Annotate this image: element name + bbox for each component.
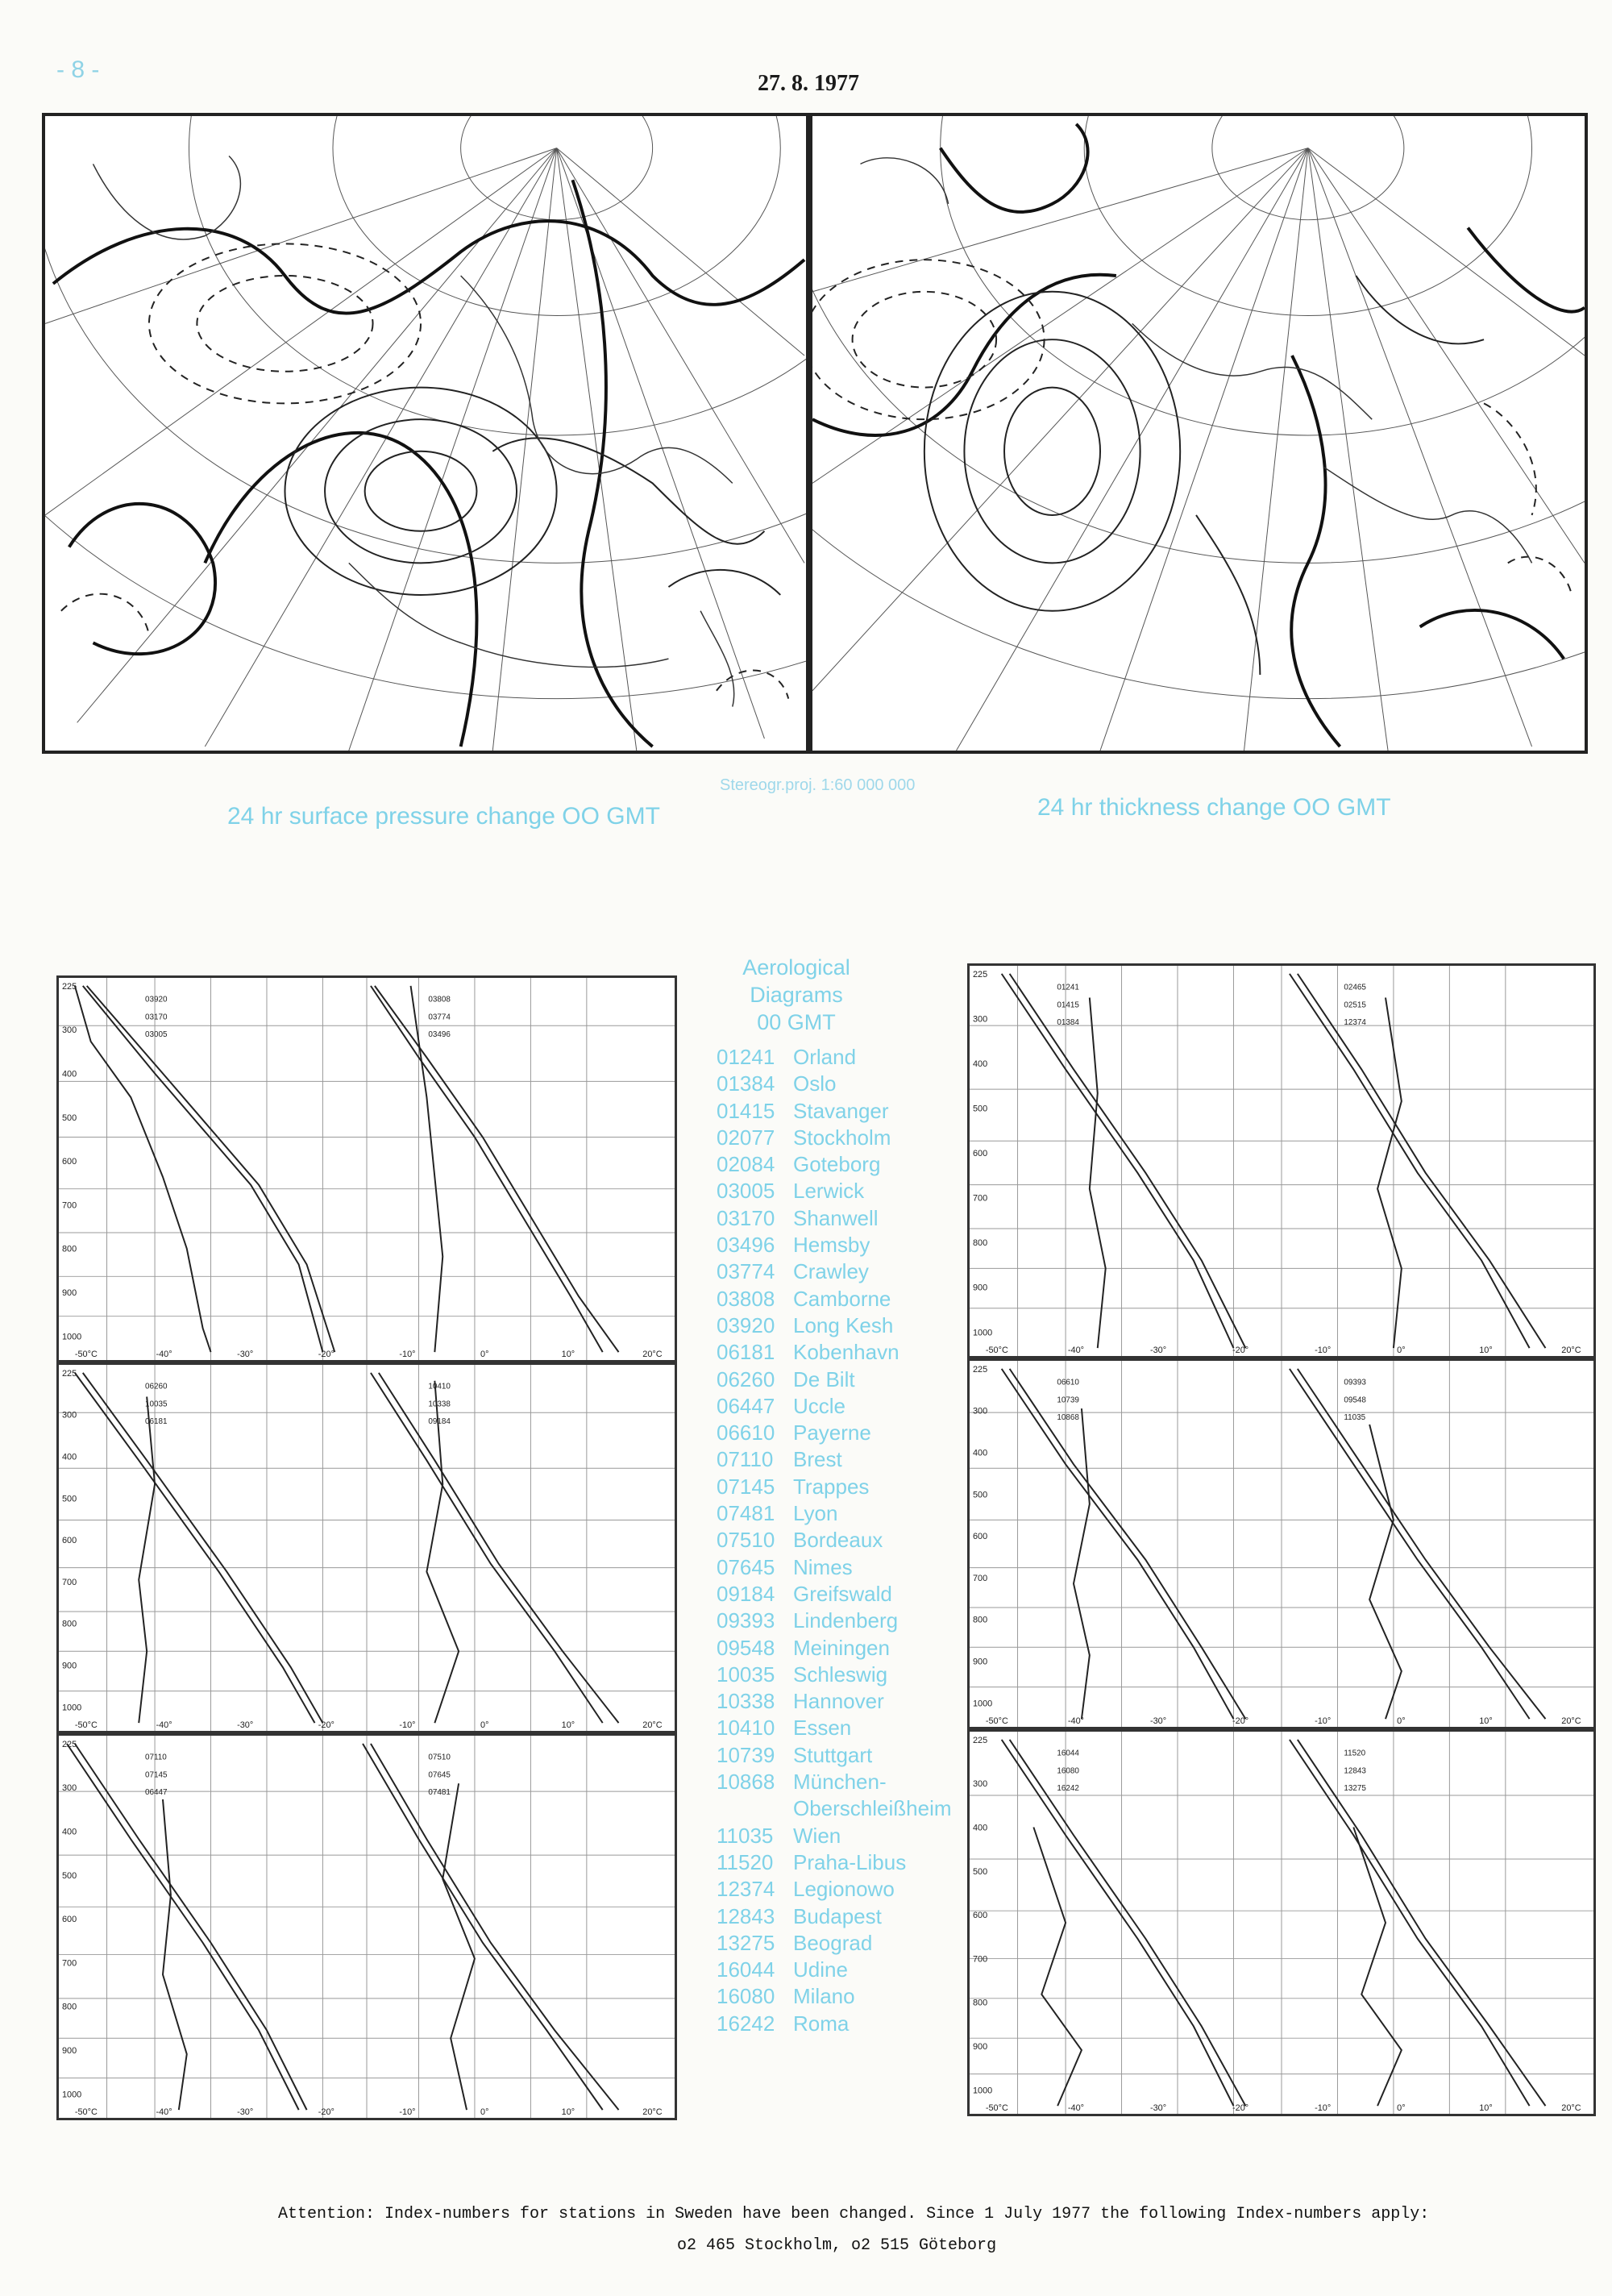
station-index-number: 01384	[717, 1071, 775, 1096]
station-name: Camborne	[793, 1286, 891, 1311]
diagram-station-label: 07145	[144, 1770, 168, 1780]
diagram-station-label: 11520	[1344, 1749, 1366, 1758]
diagram-station-label: 03808	[428, 995, 451, 1004]
footer-station-numbers: o2 465 Stockholm, o2 515 Göteborg	[677, 2236, 997, 2255]
station-name: Payerne	[793, 1420, 871, 1445]
station-name: Nimes	[793, 1554, 853, 1579]
station-row	[717, 1608, 958, 1634]
diagram-station-label: 03170	[144, 1013, 168, 1022]
station-index-number: 09548	[717, 1635, 775, 1660]
page-date: 27. 8. 1977	[758, 71, 859, 96]
diagram-station-label: 03774	[428, 1013, 451, 1022]
pressure-level-label: 800	[61, 1244, 77, 1254]
pressure-level-label: 225	[61, 981, 77, 992]
pressure-level-label: 600	[972, 1149, 988, 1159]
diagram-station-label: 03496	[428, 1030, 451, 1040]
pressure-level-label: 800	[61, 1619, 77, 1629]
temperature-tick-label: -30°	[1149, 2103, 1167, 2114]
station-row	[717, 1312, 958, 1339]
diagram-station-label: 11035	[1344, 1413, 1366, 1423]
temperature-tick-label: -10°	[399, 2107, 416, 2118]
pressure-level-label: 500	[972, 1866, 988, 1877]
pressure-level-label: 600	[61, 1536, 77, 1546]
pressure-level-label: 500	[61, 1870, 77, 1881]
station-index-number: 09184	[717, 1581, 775, 1606]
pressure-level-label: 700	[61, 1200, 77, 1211]
station-index-number: 16080	[717, 1984, 775, 2009]
station-row	[717, 1125, 958, 1151]
temperature-tick-label: 20°C	[642, 2107, 663, 2118]
station-index-number: 07481	[717, 1501, 775, 1526]
diagram-station-label: 16242	[1057, 1784, 1079, 1794]
station-row	[717, 1581, 958, 1608]
station-name: Bordeaux	[793, 1528, 883, 1553]
station-row	[717, 1258, 958, 1285]
diagram-station-label: 10739	[1057, 1395, 1079, 1405]
station-name: Legionowo	[793, 1877, 895, 1902]
station-row	[717, 1205, 958, 1232]
diagram-right-bottom-plot	[970, 1732, 1593, 2114]
station-index-number: 03774	[717, 1259, 775, 1284]
station-index-number: 03005	[717, 1179, 775, 1204]
pressure-level-label: 400	[61, 1827, 77, 1837]
pressure-level-label: 800	[972, 1998, 988, 2008]
station-name: Long Kesh	[793, 1312, 894, 1337]
station-row	[717, 1876, 958, 1903]
temperature-tick-label: 0°	[480, 1350, 489, 1360]
station-row	[717, 1688, 958, 1715]
station-name: Lindenberg	[793, 1608, 899, 1633]
temperature-tick-label: 0°	[1397, 1716, 1406, 1727]
pressure-level-label: 600	[972, 1911, 988, 1921]
temperature-tick-label: -40°	[1067, 1346, 1085, 1356]
aerological-diagram-left-bottom	[56, 1733, 677, 2120]
aerological-diagram-right-bottom	[967, 1729, 1596, 2116]
temperature-tick-label: -20°	[1232, 1346, 1249, 1356]
pressure-level-label: 900	[61, 1661, 77, 1671]
station-index-number	[717, 1795, 793, 1822]
temperature-tick-label: -40°	[1067, 1716, 1085, 1727]
footer-attention-note: Attention: Index-numbers for stations in Sweden have been changed. Since 1 July 1977 the following Index-numbers apply:	[278, 2205, 1430, 2223]
temperature-tick-label: 20°C	[1561, 1716, 1581, 1727]
station-name: Oberschleißheim	[793, 1796, 952, 1821]
station-index-number: 11520	[717, 1849, 774, 1874]
station-index-number: 10035	[717, 1662, 775, 1687]
diagram-station-label: 10868	[1057, 1413, 1079, 1423]
pressure-level-label: 225	[972, 1364, 988, 1375]
station-row	[717, 1393, 958, 1420]
station-name: Budapest	[793, 1903, 882, 1928]
station-index-number: 03170	[717, 1205, 775, 1230]
aerological-diagram-left-top	[56, 975, 677, 1362]
pressure-level-label: 600	[972, 1532, 988, 1542]
station-name: Beograd	[793, 1930, 873, 1955]
temperature-tick-label: 10°	[1479, 1346, 1493, 1356]
pressure-level-label: 600	[61, 1915, 77, 1925]
temperature-tick-label: -10°	[1315, 2103, 1332, 2114]
pressure-level-label: 1000	[972, 1699, 993, 1709]
station-row	[717, 1903, 958, 1930]
station-row	[717, 1527, 958, 1554]
station-index-number: 07110	[717, 1447, 774, 1472]
pressure-level-label: 300	[972, 1406, 988, 1416]
station-row	[717, 1474, 958, 1500]
diagram-station-label: 10338	[428, 1400, 451, 1409]
station-index-number: 03496	[717, 1233, 775, 1258]
station-index-number: 03808	[717, 1286, 775, 1311]
station-row	[717, 1098, 958, 1125]
surface-pressure-map-drawing	[45, 116, 806, 751]
aerological-diagram-left-middle	[56, 1362, 677, 1733]
pressure-level-label: 225	[61, 1739, 77, 1749]
aerological-legend-title	[708, 954, 885, 1036]
station-name: Uccle	[793, 1393, 846, 1418]
station-name: Greifswald	[793, 1581, 892, 1606]
diagram-right-middle-plot	[970, 1361, 1593, 1727]
diagram-station-label: 07481	[428, 1788, 451, 1798]
temperature-tick-label: -10°	[1315, 1346, 1332, 1356]
temperature-tick-label: 0°	[1397, 1346, 1406, 1356]
temperature-tick-label: -10°	[399, 1350, 416, 1360]
pressure-level-label: 1000	[972, 1328, 993, 1338]
station-row	[717, 2011, 958, 2037]
temperature-tick-label: -20°	[1232, 1716, 1249, 1727]
thickness-map-drawing	[812, 116, 1585, 751]
temperature-tick-label: 20°C	[1561, 2103, 1581, 2114]
diagram-station-label: 02515	[1344, 1000, 1366, 1010]
pressure-level-label: 500	[61, 1113, 77, 1123]
station-row	[717, 1446, 958, 1473]
diagram-left-top-plot	[59, 978, 675, 1360]
diagram-station-label: 10035	[144, 1400, 168, 1409]
station-index-number: 03920	[717, 1312, 775, 1337]
surface-pressure-caption: 24 hr surface pressure change OO GMT	[227, 803, 660, 830]
station-name: Stockholm	[793, 1125, 891, 1150]
temperature-tick-label: 0°	[480, 2107, 489, 2118]
temperature-tick-label: 20°C	[1561, 1346, 1581, 1356]
station-name: Lyon	[793, 1501, 838, 1526]
diagram-station-label: 09393	[1344, 1378, 1366, 1387]
temperature-tick-label: -30°	[1149, 1346, 1167, 1356]
station-name: Oslo	[793, 1071, 837, 1096]
temperature-tick-label: 10°	[561, 1350, 575, 1360]
pressure-level-label: 500	[61, 1494, 77, 1504]
pressure-level-label: 300	[61, 1410, 77, 1420]
station-name: Stuttgart	[793, 1742, 873, 1767]
station-index-number: 12374	[717, 1877, 775, 1902]
diagram-station-label: 01415	[1057, 1000, 1079, 1010]
station-row	[717, 1635, 958, 1662]
station-name: Orland	[793, 1045, 857, 1069]
diagram-station-label: 07110	[144, 1753, 167, 1762]
station-row	[717, 1742, 958, 1769]
station-index-number: 07510	[717, 1528, 775, 1553]
temperature-tick-label: 10°	[1479, 2103, 1493, 2114]
pressure-level-label: 700	[972, 1954, 988, 1965]
station-name: Wien	[793, 1823, 841, 1848]
pressure-level-label: 400	[61, 1069, 77, 1079]
station-index-number: 06447	[717, 1393, 775, 1418]
pressure-level-label: 800	[972, 1238, 988, 1249]
diagram-station-label: 09184	[428, 1417, 451, 1427]
pressure-level-label: 400	[972, 1448, 988, 1458]
pressure-level-label: 900	[972, 2042, 988, 2053]
temperature-tick-label: -20°	[1232, 2103, 1249, 2114]
station-row	[717, 1339, 958, 1366]
temperature-tick-label: -50°C	[74, 2107, 98, 2118]
diagram-left-bottom-plot	[59, 1736, 675, 2118]
station-name: Udine	[793, 1957, 848, 1982]
temperature-tick-label: 20°C	[642, 1720, 663, 1731]
pressure-level-label: 400	[972, 1823, 988, 1833]
page-number: - 8 -	[56, 56, 100, 83]
diagram-station-label: 03005	[144, 1030, 168, 1040]
thickness-caption: 24 hr thickness change OO GMT	[1037, 794, 1391, 821]
station-row	[717, 1178, 958, 1204]
station-row	[717, 1983, 958, 2010]
station-name: München-	[793, 1770, 887, 1795]
temperature-tick-label: -30°	[237, 1350, 254, 1360]
station-index-number: 07145	[717, 1474, 775, 1499]
temperature-tick-label: -50°C	[985, 1716, 1008, 1727]
station-index-number: 10338	[717, 1689, 775, 1714]
diagram-station-label: 06610	[1057, 1378, 1079, 1387]
station-row	[717, 1500, 958, 1527]
diagram-station-label: 10410	[428, 1382, 451, 1391]
station-list	[717, 1044, 958, 2037]
diagram-station-label: 12843	[1344, 1766, 1366, 1776]
station-row	[717, 1715, 958, 1741]
projection-caption: Stereogr.proj. 1:60 000 000	[720, 776, 916, 794]
station-index-number: 02077	[717, 1125, 775, 1150]
temperature-tick-label: -20°	[318, 1720, 334, 1731]
pressure-level-label: 400	[61, 1452, 77, 1462]
pressure-level-label: 225	[61, 1368, 77, 1379]
station-index-number: 07645	[717, 1554, 775, 1579]
station-row	[717, 1286, 958, 1312]
diagram-station-label: 06181	[144, 1417, 168, 1427]
station-index-number: 01241	[717, 1045, 775, 1069]
diagram-station-label: 06447	[144, 1788, 168, 1798]
station-index-number: 01415	[717, 1098, 775, 1123]
temperature-tick-label: -40°	[156, 1720, 172, 1731]
pressure-level-label: 700	[972, 1573, 988, 1583]
pressure-level-label: 300	[972, 1014, 988, 1025]
temperature-tick-label: -40°	[156, 1350, 172, 1360]
temperature-tick-label: 0°	[1397, 2103, 1406, 2114]
pressure-level-label: 1000	[972, 2086, 993, 2096]
station-name: Trappes	[793, 1474, 870, 1499]
pressure-level-label: 900	[972, 1657, 988, 1667]
temperature-tick-label: -30°	[1149, 1716, 1167, 1727]
station-index-number: 16242	[717, 2011, 775, 2036]
station-name: Kobenhavn	[793, 1340, 899, 1365]
station-name: De Bilt	[793, 1366, 855, 1391]
pressure-level-label: 600	[61, 1157, 77, 1167]
temperature-tick-label: -20°	[318, 2107, 334, 2118]
station-row	[717, 1769, 958, 1795]
pressure-level-label: 300	[61, 1025, 77, 1036]
station-name: Brest	[793, 1447, 842, 1472]
station-name: Milano	[793, 1984, 855, 2009]
station-row	[717, 1232, 958, 1258]
station-name: Schleswig	[793, 1662, 888, 1687]
diagram-station-label: 01384	[1057, 1018, 1079, 1028]
diagram-station-label: 12374	[1344, 1018, 1366, 1028]
pressure-level-label: 900	[972, 1283, 988, 1293]
thickness-change-map	[809, 113, 1588, 754]
station-name: Goteborg	[793, 1152, 881, 1177]
station-index-number: 09393	[717, 1608, 775, 1633]
temperature-tick-label: -50°C	[74, 1350, 98, 1360]
pressure-level-label: 900	[61, 2046, 77, 2057]
diagram-right-top-plot	[970, 966, 1593, 1356]
station-row	[717, 1366, 958, 1393]
station-index-number: 10868	[717, 1770, 775, 1795]
station-row	[717, 1662, 958, 1688]
station-index-number: 11035	[717, 1823, 774, 1848]
temperature-tick-label: -40°	[1067, 2103, 1085, 2114]
diagram-station-label: 07510	[428, 1753, 451, 1762]
station-index-number: 06260	[717, 1366, 775, 1391]
pressure-level-label: 300	[61, 1783, 77, 1794]
station-row	[717, 1930, 958, 1957]
station-index-number: 10410	[717, 1716, 775, 1741]
station-index-number: 13275	[717, 1930, 775, 1955]
station-row	[717, 1849, 958, 1876]
aerological-diagram-right-middle	[967, 1358, 1596, 1729]
pressure-level-label: 900	[61, 1288, 77, 1299]
pressure-level-label: 1000	[61, 2090, 82, 2100]
diagram-station-label: 07645	[428, 1770, 451, 1780]
pressure-level-label: 700	[61, 1577, 77, 1587]
diagram-station-label: 03920	[144, 995, 168, 1004]
diagram-left-middle-plot	[59, 1365, 675, 1731]
station-name: Hemsby	[793, 1233, 870, 1258]
station-name: Essen	[793, 1716, 852, 1741]
station-row	[717, 1795, 958, 1822]
pressure-level-label: 800	[61, 2002, 77, 2012]
station-name: Roma	[793, 2011, 850, 2036]
temperature-tick-label: 0°	[480, 1720, 489, 1731]
temperature-tick-label: -30°	[237, 2107, 254, 2118]
legend-title-line: Aerological	[742, 955, 850, 980]
pressure-level-label: 225	[972, 1735, 988, 1745]
station-row	[717, 1823, 958, 1849]
temperature-tick-label: 10°	[561, 1720, 575, 1731]
pressure-level-label: 1000	[61, 1703, 82, 1713]
temperature-tick-label: -20°	[318, 1350, 334, 1360]
diagram-station-label: 09548	[1344, 1395, 1366, 1405]
surface-pressure-change-map	[42, 113, 809, 754]
diagram-station-label: 06260	[144, 1382, 168, 1391]
station-row	[717, 1420, 958, 1446]
station-name: Lerwick	[793, 1179, 865, 1204]
station-name: Praha-Libus	[793, 1849, 907, 1874]
temperature-tick-label: -10°	[399, 1720, 416, 1731]
pressure-level-label: 300	[972, 1779, 988, 1790]
station-name: Stavanger	[793, 1098, 889, 1123]
station-row	[717, 1957, 958, 1983]
station-index-number: 16044	[717, 1957, 775, 1982]
pressure-level-label: 400	[972, 1059, 988, 1069]
station-name: Crawley	[793, 1259, 869, 1284]
pressure-level-label: 225	[972, 969, 988, 980]
legend-title-line: 00 GMT	[757, 1010, 836, 1034]
temperature-tick-label: -10°	[1315, 1716, 1332, 1727]
station-name: Hannover	[793, 1689, 884, 1714]
station-index-number: 06181	[717, 1340, 775, 1365]
aerological-diagram-right-top	[967, 963, 1596, 1358]
pressure-level-label: 500	[972, 1104, 988, 1114]
diagram-station-label: 01241	[1057, 983, 1079, 992]
station-row	[717, 1151, 958, 1178]
temperature-tick-label: -30°	[237, 1720, 254, 1731]
station-row	[717, 1554, 958, 1581]
station-index-number: 12843	[717, 1903, 775, 1928]
station-index-number: 06610	[717, 1420, 775, 1445]
pressure-level-label: 700	[972, 1193, 988, 1204]
station-name: Meiningen	[793, 1635, 890, 1660]
temperature-tick-label: -50°C	[985, 1346, 1008, 1356]
station-index-number: 10739	[717, 1742, 775, 1767]
temperature-tick-label: -50°C	[74, 1720, 98, 1731]
temperature-tick-label: 20°C	[642, 1350, 663, 1360]
diagram-station-label: 16044	[1057, 1749, 1079, 1758]
station-row	[717, 1044, 958, 1071]
pressure-level-label: 800	[972, 1615, 988, 1625]
legend-title-line: Diagrams	[750, 983, 843, 1007]
pressure-level-label: 500	[972, 1490, 988, 1500]
pressure-level-label: 700	[61, 1958, 77, 1969]
temperature-tick-label: -50°C	[985, 2103, 1008, 2114]
pressure-level-label: 1000	[61, 1332, 82, 1342]
diagram-station-label: 13275	[1344, 1784, 1366, 1794]
temperature-tick-label: 10°	[1479, 1716, 1493, 1727]
station-index-number: 02084	[717, 1152, 775, 1177]
diagram-station-label: 02465	[1344, 983, 1366, 992]
station-name: Shanwell	[793, 1205, 879, 1230]
temperature-tick-label: 10°	[561, 2107, 575, 2118]
diagram-station-label: 16080	[1057, 1766, 1079, 1776]
temperature-tick-label: -40°	[156, 2107, 172, 2118]
station-row	[717, 1071, 958, 1097]
